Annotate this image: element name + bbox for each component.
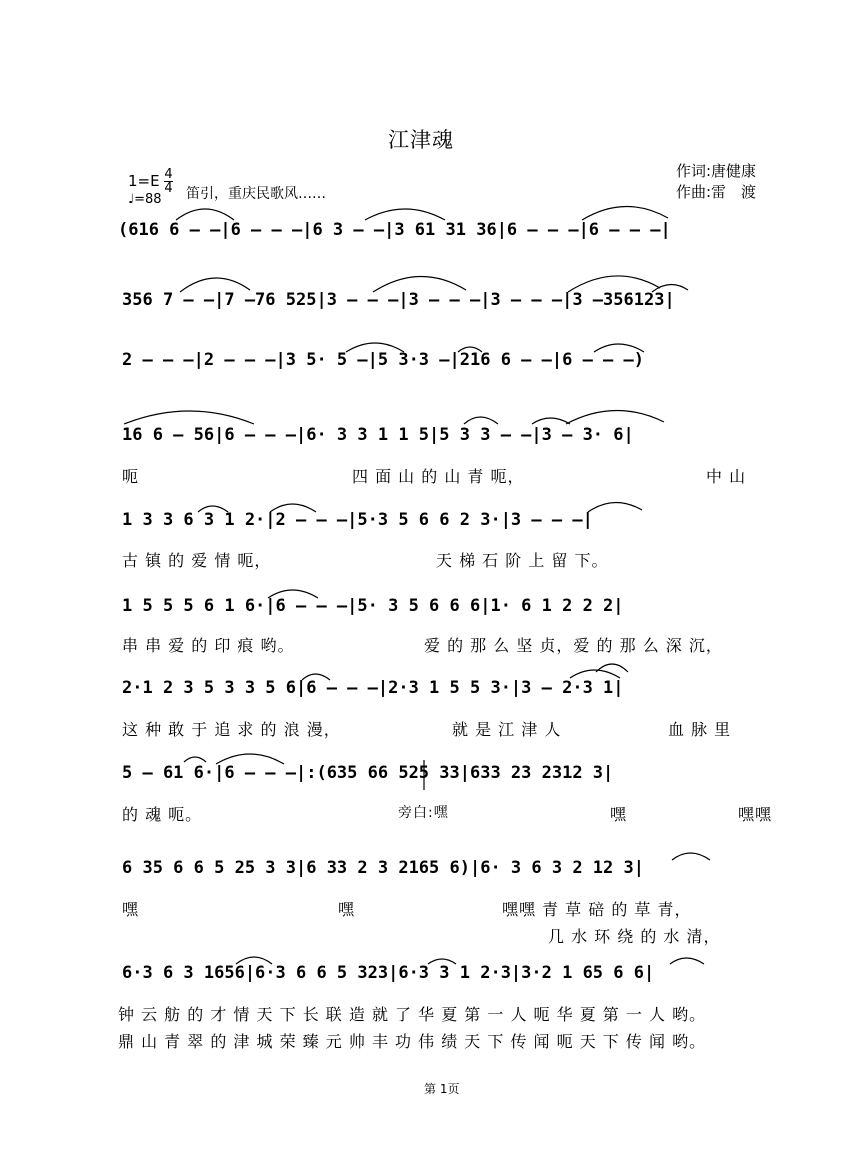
lyric-row-4c: 中 山 (706, 467, 747, 486)
notation-row-2: 356 7 – –|7 –76 525|3 – – –|3 – – –|3 – – –|3 –356123| (122, 290, 675, 310)
lyric-row-5a: 古 镇 的 爱 情 呃， (122, 551, 272, 570)
lyric-row-8a: 的 魂 呃。 (122, 805, 203, 824)
lyric-row-9b: 嘿 (338, 900, 356, 919)
notation-row-3: 2 – – –|2 – – –|3 5· 5 –|5 3·3 –|216 6 – –|6 – – –) (122, 350, 644, 370)
lyric-row-8c: 嘿 (610, 805, 628, 824)
lyric-row-8b: 旁白:嘿 (398, 805, 449, 821)
lyric-row-7b: 就 是 江 津 人 (452, 720, 562, 739)
slur (532, 418, 570, 424)
lyricist-credit: 作词:唐健康 (676, 162, 757, 180)
time-signature (164, 168, 172, 195)
lyric-row-5b: 天 梯 石 阶 上 留 下。 (436, 551, 609, 570)
slur (670, 958, 704, 964)
quarter-note-icon: ♩ (128, 192, 135, 207)
page-number: 第 1页 (424, 1082, 460, 1096)
lyric-row-7a: 这 种 敢 于 追 求 的 浪 漫， (122, 720, 341, 739)
meter-top: 4 (164, 167, 173, 182)
slur (184, 757, 206, 762)
meter-bottom: 4 (164, 181, 173, 196)
slur (588, 502, 642, 512)
tempo-value: =88 (134, 192, 162, 207)
song-title: 江津魂 (388, 128, 454, 152)
notation-row-10: 6·3 6 3 1656|6·3 6 6 5 323|6·3 3 1 2·3|3·2 1 65 6 6| (122, 963, 655, 983)
notation-row-1: (616 6 – –|6 – – –|6 3 – –|3 61 31 36|6 – – –|6 – – –| (118, 220, 671, 240)
notation-row-8: 5 – 61 6·|6 – – –|:(635 66 525 33|633 23 2312 3| (122, 763, 614, 783)
lyric-row-9d: 几 水 环 绕 的 水 清， (548, 927, 721, 946)
notation-row-5: 1 3 3 6 3 1 2·|2 – – –|5·3 5 6 6 2 3·|3 – – –| (122, 510, 593, 530)
lyric-row-4b: 四 面 山 的 山 青 呃， (352, 467, 525, 486)
lyric-row-7c: 血 脉 里 (668, 720, 732, 739)
intro-note: 笛引，重庆民歌风…… (186, 186, 326, 202)
slur (596, 664, 628, 672)
slur (365, 209, 445, 220)
composer-credit: 作曲:雷 渡 (676, 183, 757, 201)
key-label: 1=E (128, 172, 160, 190)
slur (464, 417, 498, 424)
lyric-row-4a: 呃 (122, 467, 140, 486)
notation-row-7: 2·1 2 3 5 3 3 5 6|6 – – –|2·3 1 5 5 3·|3 – 2·3 1| (122, 678, 624, 698)
key-signature (128, 168, 173, 195)
slur (672, 853, 710, 860)
lyric-row-6b: 爱 的 那 么 坚 贞，爱 的 那 么 深 沉， (424, 636, 723, 655)
lyric-row-10a: 钟 云 舫 的 才 情 天 下 长 联 造 就 了 华 夏 第 一 人 呃 华 夏 第 一 人 哟。 (118, 1005, 707, 1024)
slur (566, 410, 664, 424)
slur (124, 411, 254, 424)
notation-row-6: 1 5 5 5 6 1 6·|6 – – –|5· 3 5 6 6 6|1· 6 1 2 2 2| (122, 596, 624, 616)
slur (176, 209, 234, 220)
slur (582, 206, 668, 220)
slur (570, 670, 620, 678)
lyric-row-9a: 嘿 (122, 900, 140, 919)
notation-row-9: 6 35 6 6 5 25 3 3|6 33 2 3 2165 6)|6· 3 6 3 2 12 3| (122, 858, 644, 878)
lyric-row-8d: 嘿嘿 (738, 805, 773, 824)
notation-row-4: 16 6 – 56|6 – – –|6· 3 3 1 1 5|5 3 3 – –|3 – 3· 6| (122, 425, 634, 445)
tempo-marking (128, 192, 162, 207)
lyric-row-10b: 鼎 山 青 翠 的 津 城 荣 臻 元 帅 丰 功 伟 绩 天 下 传 闻 呃 天 下 传 闻 哟。 (118, 1032, 707, 1051)
lyric-row-9c: 嘿嘿 青 草 碚 的 草 青， (502, 900, 692, 919)
lyric-row-6a: 串 串 爱 的 印 痕 哟。 (122, 636, 295, 655)
